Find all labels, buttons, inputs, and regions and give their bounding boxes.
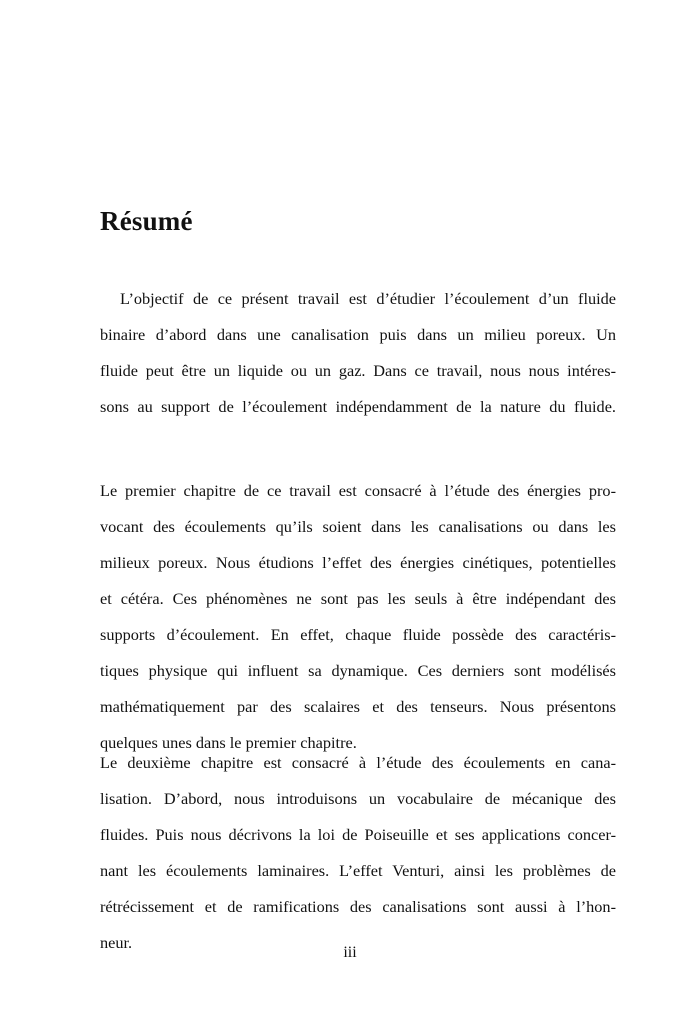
paragraph-objective: [100, 281, 616, 425]
text-line: vocant des écoulements qu’ils soient dans les canalisations ou dans les: [100, 517, 616, 536]
text-line: L’objectif de ce présent travail est d’étudier l’écoulement d’un fluide: [120, 289, 616, 308]
text-line: binaire d’abord dans une canalisation puis dans un milieu poreux. Un: [100, 325, 616, 344]
page-number: iii: [343, 944, 357, 961]
paragraph-chapter-one: [100, 473, 616, 761]
text-line: supports d’écoulement. En effet, chaque fluide possède des caractéris-: [100, 625, 616, 644]
text-line: lisation. D’abord, nous introduisons un vocabulaire de mécanique des: [100, 789, 616, 808]
text-line: mathématiquement par des scalaires et des tenseurs. Nous présentons: [100, 697, 616, 716]
text-line: Le premier chapitre de ce travail est consacré à l’étude des énergies pro-: [100, 481, 616, 500]
text-line: tiques physique qui influent sa dynamique. Ces derniers sont modélisés: [100, 661, 616, 680]
section-title: Résumé: [100, 206, 193, 236]
text-line: fluide peut être un liquide ou un gaz. Dans ce travail, nous nous intéres-: [100, 361, 616, 380]
text-line: fluides. Puis nous décrivons la loi de Poiseuille et ses applications concer-: [100, 825, 616, 844]
text-line: Le deuxième chapitre est consacré à l’étude des écoulements en cana-: [100, 753, 616, 772]
text-line: et cétéra. Ces phénomènes ne sont pas les seuls à être indépendant des: [100, 589, 616, 608]
paragraph-chapter-two: [100, 745, 616, 961]
text-line: nant les écoulements laminaires. L’effet Venturi, ainsi les problèmes de: [100, 861, 616, 880]
text-line: neur.: [100, 933, 133, 952]
text-line: milieux poreux. Nous étudions l’effet des énergies cinétiques, potentielles: [100, 553, 616, 572]
text-line: rétrécissement et de ramifications des canalisations sont aussi à l’hon-: [100, 897, 616, 916]
text-line: quelques unes dans le premier chapitre.: [100, 733, 357, 752]
text-line: sons au support de l’écoulement indépendamment de la nature du fluide.: [100, 397, 616, 416]
